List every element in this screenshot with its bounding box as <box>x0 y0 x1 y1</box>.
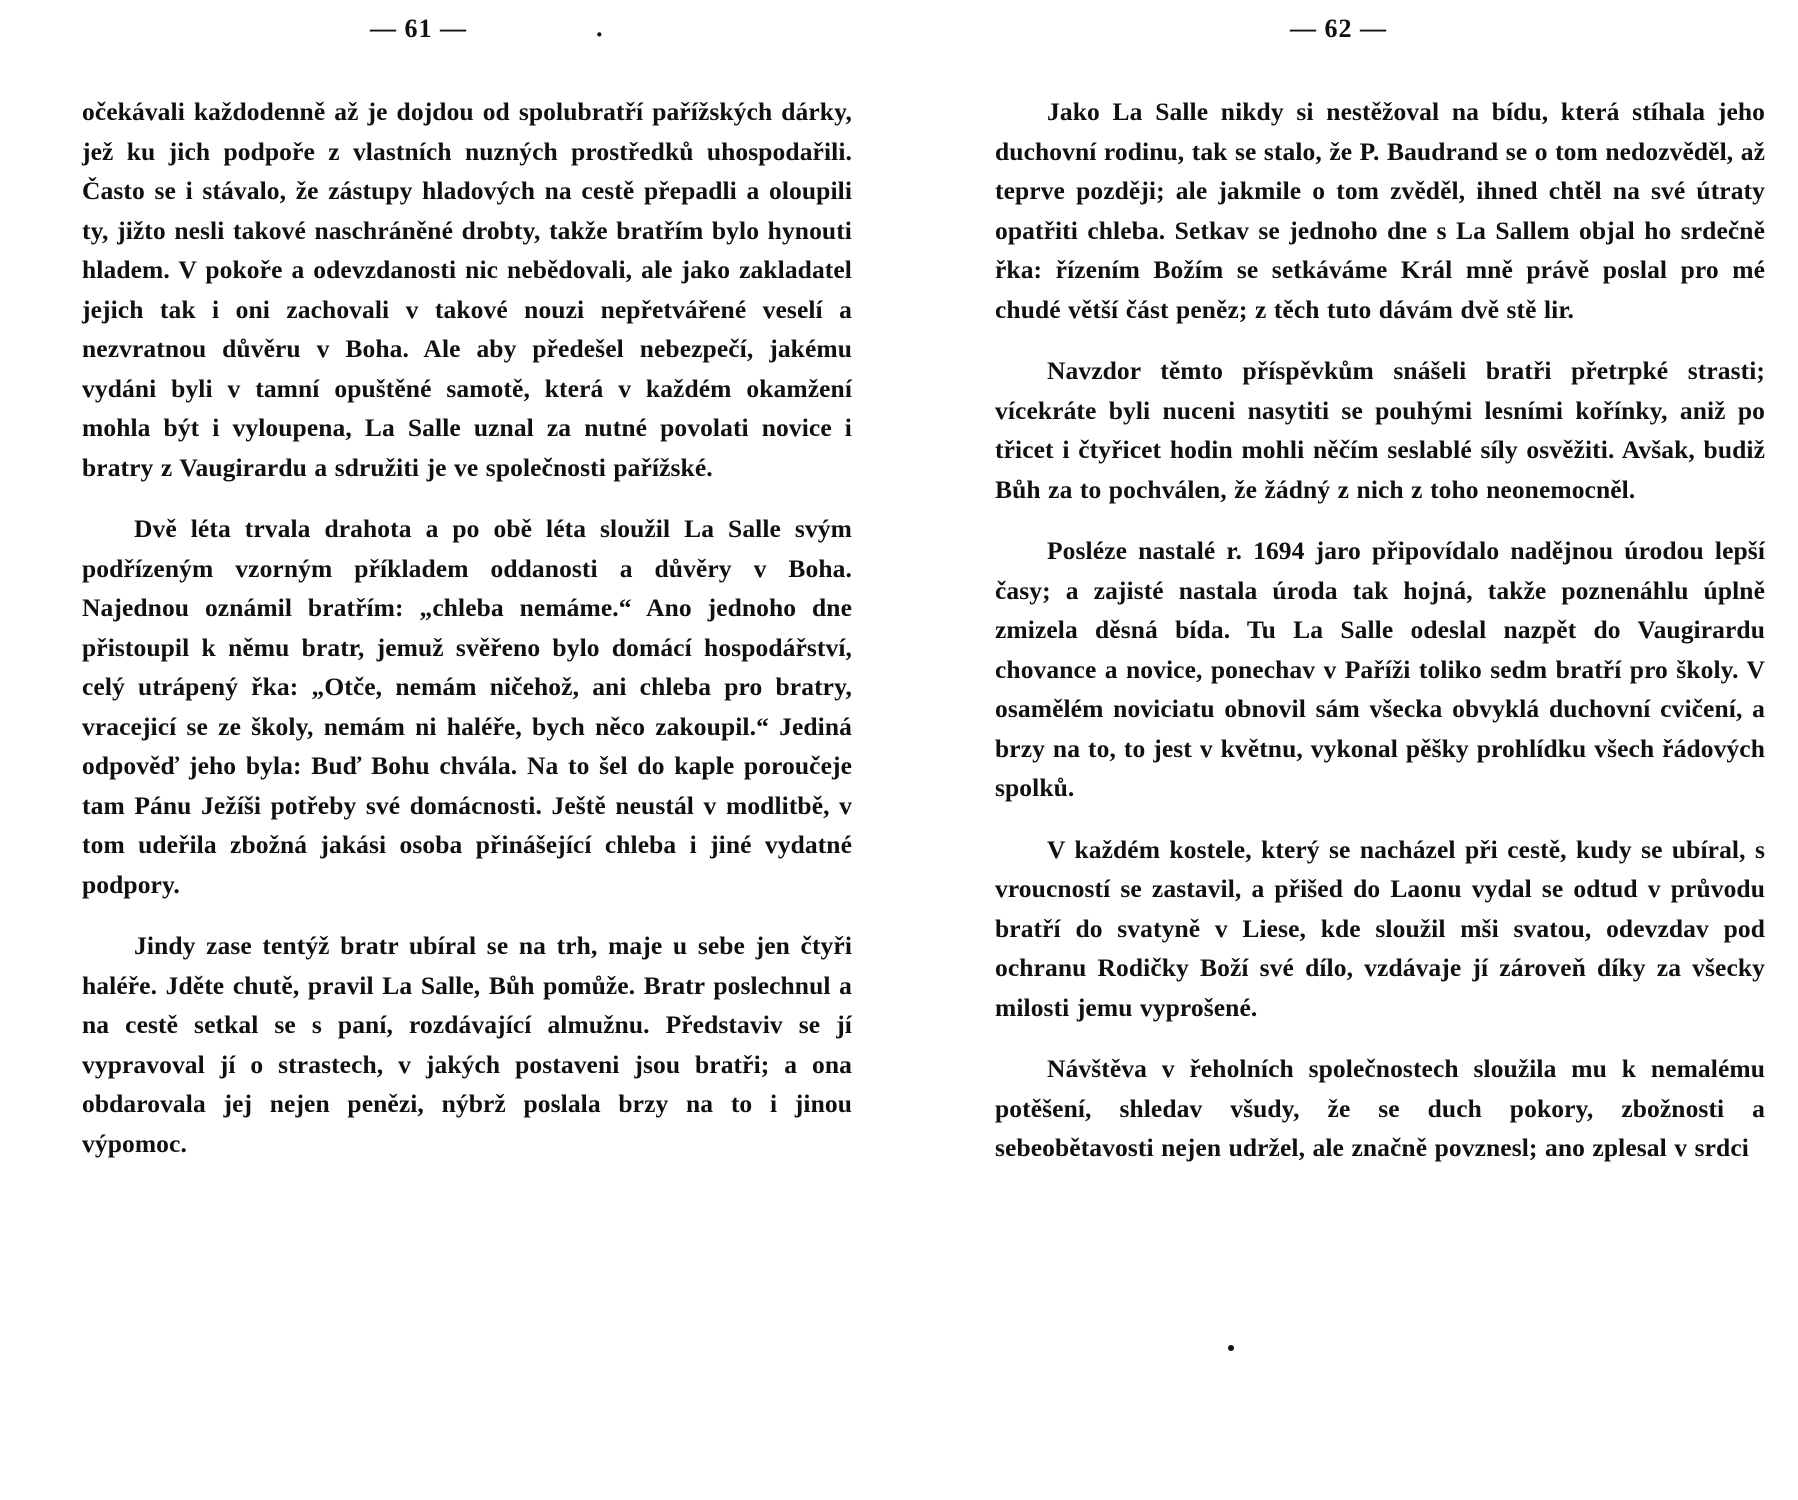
page-number-left: — 61 — <box>370 14 467 43</box>
page-bottom-mark <box>1228 1345 1234 1351</box>
paragraph: Navzdor těmto příspěvkům snášeli bratři přetrpké strasti; vícekráte byli nuceni nasytiti se pouhými lesními kořínky, aniž po třicet i čtyřicet hodin mohli něčím seslablé síly osvěžiti. Avšak, budiž Bůh za to pochválen, že žádný z nich z toho neonemocněl. <box>995 356 1765 504</box>
page-number-right: — 62 — <box>1290 14 1387 43</box>
paragraph: V každém kostele, který se nacházel při cestě, kudy se ubíral, s vroucností se zastavil, a přišed do Laonu vydal se odtud v průvodu bratří do svatyně v Liese, kde sloužil mši svatou, odevzdav pod ochranu Rodičky Boží své dílo, vzdávaje jí zároveň díky za všecky milosti jemu vyprošené. <box>995 834 1765 1022</box>
paragraph: Jindy zase tentýž bratr ubíral se na trh, maje u sebe jen čtyři haléře. Jděte chutě, pravil La Salle, Bůh pomůže. Bratr poslechnul a na cestě setkal se s paní, rozdávající almužnu. Představiv se jí vypravoval jí o strastech, v jakých postaveni jsou bratři; a ona obdarovala jej nejen penězi, nýbrž poslala brzy na to i jinou výpomoc. <box>82 931 852 1158</box>
column-right <box>995 92 1765 1190</box>
column-left <box>82 92 852 1185</box>
page-header <box>0 0 1798 70</box>
paragraph: Jako La Salle nikdy si nestěžoval na bídu, která stíhala jeho duchovní rodinu, tak se stalo, že P. Baudrand se o tom nedozvěděl, až teprve později; ale jakmile o tom zvěděl, ihned chtěl na své útraty opatřiti chleba. Setkav se jednoho dne s La Sallem objal ho srdečně řka: řízením Božím se setkáváme Král mně právě poslal pro mé chudé větší část peněz; z těch tuto dávám dvě stě lir. <box>995 97 1765 324</box>
paragraph: Dvě léta trvala drahota a po obě léta sloužil La Salle svým podřízeným vzorným příkladem oddanosti a důvěry v Boha. Najednou oznámil bratřím: „chleba nemáme.“ Ano jednoho dne přistoupil k němu bratr, jemuž svěřeno bylo domácí hospodářství, celý utrápený řka: „Otče, nemám ničehož, ani chleba pro bratry, vracejicí se ze školy, nemám ni haléře, bych něco zakoupil.“ Jediná odpověď jeho byla: Buď Bohu chvála. Na to šel do kaple poroučeje tam Pánu Ježíši potřeby své domácnosti. Ještě neustál v modlitbě, v tom udeřila zbožná jakási osoba přinášející chleba i jiné vydatné podpory. <box>82 514 852 899</box>
paragraph: Návštěva v řeholních společnostech sloužila mu k nemalému potěšení, shledav všudy, že se duch pokory, zbožnosti a sebeobětavosti nejen udržel, ale značně povznesl; ano zplesal v srdci <box>995 1054 1765 1162</box>
paragraph: očekávali každodenně až je dojdou od spolubratří pařížských dárky, jež ku jich podpoře z vlastních nuzných prostředků uhospodařili. Často se i stávalo, že zástupy hladových na cestě přepadli a oloupili ty, jižto nesli takové naschráněné drobty, takže bratřím bylo hynouti hladem. V pokoře a odevzdanosti nic nebědovali, ale jako zakladatel jejich tak i oni zachovali v takové nouzi nepřetvářené veselí a nezvratnou důvěru v Boha. Ale aby předešel nebezpečí, jakému vydáni byli v tamní opuštěné samotě, která v každém okamžení mohla být i vyloupena, La Salle uznal za nutné povolati novice i bratry z Vaugirardu a sdružiti je ve společnosti pařížské. <box>82 97 852 482</box>
paragraph: Posléze nastalé r. 1694 jaro připovídalo nadějnou úrodou lepší časy; a zajisté nastala úroda tak hojná, takže poznenáhlu úplně zmizela děsná bída. Tu La Salle odeslal nazpět do Vaugirardu chovance a novice, ponechav v Paříži toliko sedm bratří pro školy. V osamělém noviciatu obnovil sám všecka obvyklá duchovní cvičení, a brzy na to, to jest v květnu, vykonal pěšky prohlídku všech řádových spolků. <box>995 536 1765 802</box>
header-mark: · <box>595 20 604 49</box>
